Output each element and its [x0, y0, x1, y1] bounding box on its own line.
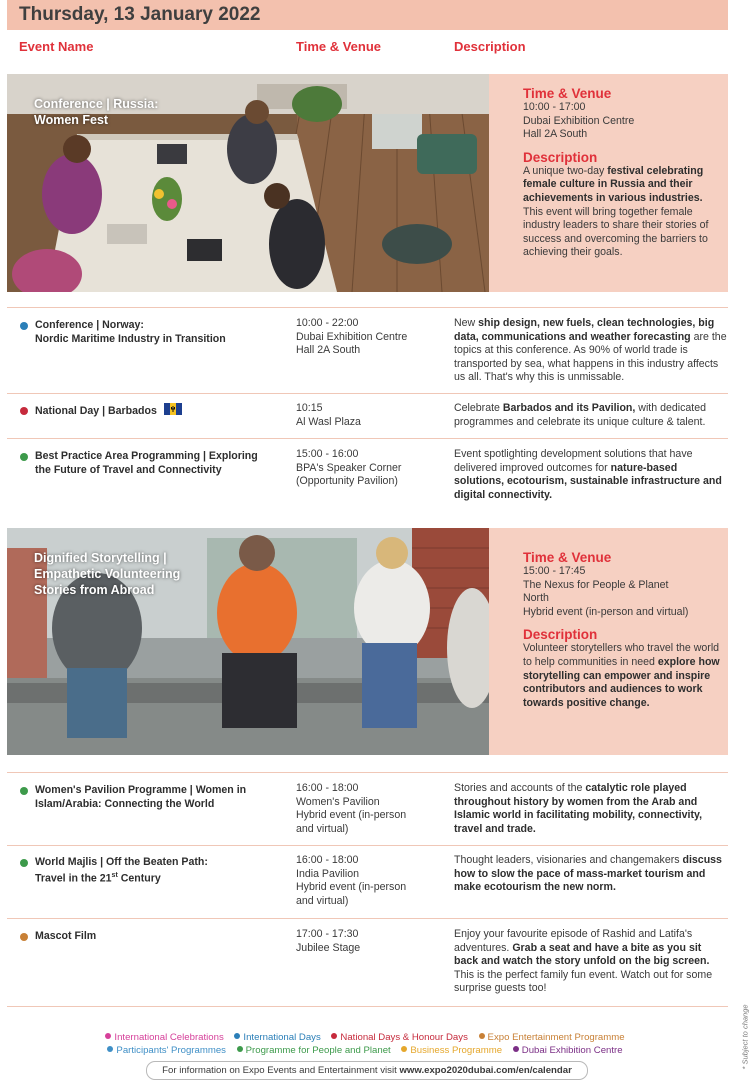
- legend-label: Programme for People and Planet: [245, 1045, 391, 1056]
- category-dot-icon: [20, 933, 28, 941]
- event-description: [454, 317, 728, 385]
- event-name-line: World Majlis | Off the Beaten Path:: [35, 856, 208, 868]
- event-name-line: Best Practice Area Programming | Exploring: [35, 450, 258, 462]
- event-venue: The Nexus for People & Planet: [523, 578, 669, 591]
- desc-highlight: festival celebrating female culture in Russia and their achievements in various industries.: [523, 164, 704, 204]
- event-time: 15:00 - 16:00: [296, 448, 359, 460]
- event-name-line: [35, 869, 285, 886]
- event-time-venue: [296, 317, 436, 358]
- event-time: 10:00 - 22:00: [296, 317, 359, 329]
- divider: [7, 393, 728, 394]
- event-venue-detail: North: [523, 592, 549, 605]
- event-name: [35, 783, 285, 811]
- legend-dot-icon: [105, 1033, 111, 1039]
- featured-title-line: Dignified Storytelling |: [34, 551, 167, 565]
- event-format: Hybrid event (in-person and virtual): [523, 605, 689, 618]
- category-dot-icon: [20, 407, 28, 415]
- page-title: Thursday, 13 January 2022: [19, 4, 261, 25]
- legend-label: Expo Entertainment Programme: [487, 1032, 625, 1043]
- featured-event-russia: [7, 74, 728, 292]
- event-venue: Al Wasl Plaza: [296, 415, 361, 428]
- event-description: [454, 854, 728, 895]
- legend-item: [331, 1032, 467, 1043]
- event-format: and virtual): [296, 822, 349, 835]
- legend-item: [513, 1045, 623, 1056]
- featured-event-details-panel: [489, 74, 728, 292]
- event-description: [454, 928, 728, 996]
- event-photo-storytelling: [7, 528, 489, 755]
- event-name-part: Century: [117, 872, 161, 885]
- featured-title-line: Women Fest: [34, 113, 109, 127]
- event-description: [454, 448, 728, 502]
- category-legend-line-2: [0, 1045, 730, 1056]
- event-name-line: National Day | Barbados: [35, 405, 157, 417]
- desc-text: are the topics at this conference. As 90% of world trade is transported by sea, what happens in this industry affects us all. That's why this is unmissable.: [454, 330, 727, 384]
- event-name-line: Women's Pavilion Programme | Women in: [35, 784, 247, 796]
- desc-text: New: [454, 317, 479, 329]
- legend-dot-icon: [479, 1033, 485, 1039]
- legend-item: [237, 1045, 391, 1056]
- event-name: [35, 403, 285, 418]
- event-name-line: the Future of Travel and Connectivity: [35, 464, 222, 476]
- desc-text: Stories and accounts of the: [454, 782, 586, 794]
- category-legend-line-1: [0, 1032, 730, 1043]
- event-description: [523, 165, 723, 260]
- desc-text: This event will bring together female industry leaders to share their stories of success and overcoming the barriers to achieving their goals.: [523, 205, 709, 259]
- event-time-venue: [296, 928, 436, 955]
- divider: [7, 918, 728, 919]
- calendar-link[interactable]: www.expo2020dubai.com/en/calendar: [399, 1065, 572, 1076]
- event-description: [454, 402, 728, 429]
- event-name-line: Conference | Norway:: [35, 319, 144, 331]
- event-row-barbados: [7, 402, 728, 432]
- subject-to-change-note: [738, 1000, 748, 1070]
- event-description: [523, 642, 723, 710]
- event-venue: Jubilee Stage: [296, 941, 361, 954]
- legend-label: National Days & Honour Days: [340, 1032, 468, 1043]
- subject-to-change-text: * Subject to change: [740, 1004, 750, 1070]
- time-venue-heading: Time & Venue: [523, 86, 612, 101]
- divider: [7, 438, 728, 439]
- event-name: [35, 929, 285, 943]
- event-time: 10:15: [296, 402, 323, 414]
- featured-event-title: [34, 96, 158, 128]
- time-venue-heading: Time & Venue: [523, 550, 612, 565]
- event-venue: BPA's Speaker Corner: [296, 461, 402, 474]
- featured-title-line: Conference | Russia:: [34, 97, 159, 111]
- event-photo-women-fest: [7, 74, 489, 292]
- legend-item: [401, 1045, 502, 1056]
- event-time: 17:00 - 17:30: [296, 928, 359, 940]
- desc-highlight: explore how storytelling can empower and inspire contributors and audiences to work towards positive change.: [523, 655, 720, 709]
- column-header-time: Time & Venue: [296, 39, 382, 54]
- event-time-venue: [296, 448, 436, 489]
- legend-dot-icon: [237, 1046, 243, 1052]
- desc-text: This is the perfect family fun event. Watch out for some surprise guests too!: [454, 968, 713, 995]
- desc-highlight: Grab a seat and have a bite as you sit back and watch the story unfold on the big screen.: [454, 941, 710, 968]
- divider: [7, 307, 728, 308]
- category-dot-icon: [20, 859, 28, 867]
- column-header-event: Event Name: [19, 39, 94, 54]
- event-venue-hall: Hall 2A South: [523, 128, 588, 141]
- legend-item: [107, 1045, 226, 1056]
- desc-highlight: ship design, new fuels, clean technologies, big data, communications and weather forecasting: [454, 317, 715, 343]
- desc-text: A unique two-day: [523, 164, 608, 177]
- legend-dot-icon: [234, 1033, 240, 1039]
- event-name-superscript: st: [111, 872, 118, 879]
- event-time: 16:00 - 18:00: [296, 854, 359, 866]
- featured-event-storytelling: [7, 528, 728, 755]
- column-header-description: Description: [454, 39, 526, 54]
- legend-label: International Celebrations: [114, 1032, 224, 1043]
- divider: [7, 845, 728, 846]
- event-time: 15:00 - 17:45: [523, 565, 586, 577]
- event-time: 10:00 - 17:00: [523, 101, 586, 113]
- category-dot-icon: [20, 787, 28, 795]
- event-venue: Dubai Exhibition Centre: [296, 330, 408, 343]
- event-name: [35, 855, 285, 886]
- barbados-flag-icon: [164, 403, 182, 415]
- info-footer: [146, 1061, 588, 1080]
- event-name-part: Travel in the 21: [35, 872, 112, 885]
- legend-dot-icon: [331, 1033, 337, 1039]
- event-format: and virtual): [296, 894, 349, 907]
- event-format: Hybrid event (in-person: [296, 809, 407, 822]
- desc-highlight: nature-based solutions, ecotourism, sustainable infrastructure and digital connectivity.: [454, 461, 722, 501]
- legend-item: [479, 1032, 625, 1043]
- date-title-bar: [7, 0, 728, 30]
- event-time: 16:00 - 18:00: [296, 782, 359, 794]
- featured-event-title: [34, 550, 180, 598]
- featured-event-details-panel: [489, 528, 728, 755]
- event-name-line: Nordic Maritime Industry in Transition: [35, 333, 226, 345]
- event-time-venue: [296, 854, 436, 908]
- legend-dot-icon: [401, 1046, 407, 1052]
- divider: [7, 1006, 728, 1007]
- event-time-venue: [296, 402, 436, 429]
- description-heading: Description: [523, 149, 598, 165]
- event-row-womens-pavilion: [7, 782, 728, 842]
- event-name: [35, 449, 285, 477]
- desc-text: Volunteer storytellers who travel the world to help communities in need: [523, 642, 720, 668]
- legend-label: Business Programme: [410, 1045, 503, 1056]
- legend-dot-icon: [513, 1046, 519, 1052]
- desc-highlight: catalytic role played throughout history by women from the Arab and Islamic world in facilitating mobility, connectivity, travel and trade.: [454, 782, 703, 835]
- desc-text: Enjoy your favourite episode of Rashid and Latifa's adventures.: [454, 928, 693, 954]
- event-venue: Women's Pavilion: [296, 795, 380, 808]
- event-venue-detail: (Opportunity Pavilion): [296, 475, 398, 488]
- featured-title-line: Stories from Abroad: [34, 583, 155, 597]
- legend-label: Participants' Programmes: [116, 1045, 226, 1056]
- event-row-norway: [7, 317, 728, 387]
- legend-label: Dubai Exhibition Centre: [521, 1045, 623, 1056]
- desc-text: Thought leaders, visionaries and changemakers: [454, 854, 683, 866]
- desc-highlight: discuss how to slow the pace of mass-market tourism and make ecotourism the new norm.: [454, 854, 722, 894]
- event-venue: India Pavilion: [296, 867, 360, 880]
- featured-title-line: Empathetic Volunteering: [34, 567, 181, 581]
- event-format: Hybrid event (in-person: [296, 881, 407, 894]
- event-row-best-practice: [7, 448, 728, 508]
- info-text: For information on Expo Events and Entertainment visit: [162, 1065, 400, 1076]
- description-heading: Description: [523, 627, 598, 643]
- desc-text: Celebrate: [454, 402, 503, 414]
- desc-text: Event spotlighting development solutions that have delivered improved outcomes for: [454, 448, 693, 474]
- event-venue: Dubai Exhibition Centre: [523, 114, 635, 127]
- legend-label: International Days: [243, 1032, 321, 1043]
- event-row-mascot-film: [7, 928, 728, 998]
- divider: [7, 772, 728, 773]
- desc-text: with dedicated programmes and celebrate its unique culture & talent.: [454, 402, 707, 428]
- event-time-venue: [296, 782, 436, 836]
- category-dot-icon: [20, 322, 28, 330]
- legend-dot-icon: [107, 1046, 113, 1052]
- legend-item: [105, 1032, 223, 1043]
- event-venue-hall: Hall 2A South: [296, 344, 361, 357]
- event-name-line: Islam/Arabia: Connecting the World: [35, 798, 215, 810]
- legend-item: [234, 1032, 320, 1043]
- event-row-world-majlis: [7, 854, 728, 914]
- desc-highlight: Barbados and its Pavilion,: [502, 402, 636, 414]
- event-name: [35, 318, 285, 346]
- category-dot-icon: [20, 453, 28, 461]
- event-name-line: Mascot Film: [35, 930, 97, 942]
- event-description: [454, 782, 728, 836]
